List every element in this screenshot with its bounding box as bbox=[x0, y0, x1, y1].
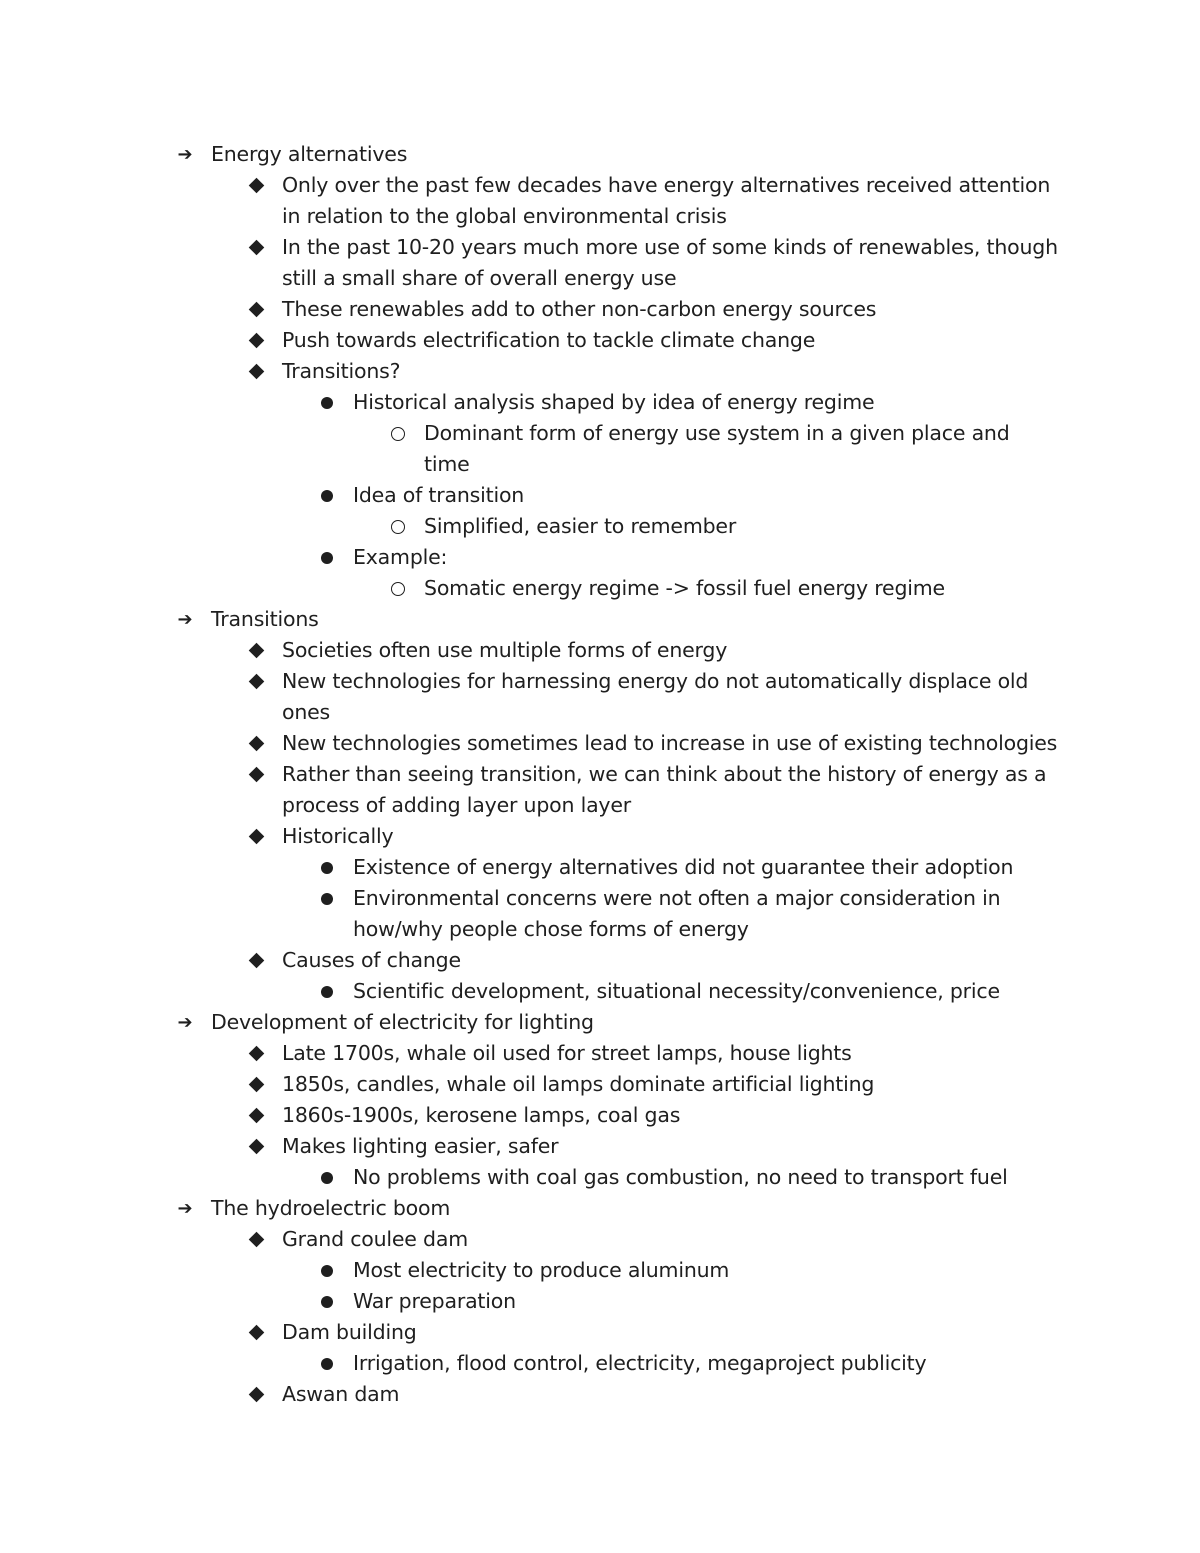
outline-item-level-3 bbox=[0, 1348, 1200, 1379]
diamond-bullet-icon bbox=[246, 635, 266, 666]
outline-item-text: The hydroelectric boom bbox=[211, 1196, 451, 1220]
diamond-bullet-icon bbox=[246, 294, 266, 325]
filled-circle-bullet-icon bbox=[317, 852, 337, 883]
outline-item-level-3 bbox=[0, 883, 1200, 945]
hollow-circle-bullet-icon bbox=[388, 418, 408, 449]
diamond-bullet-icon bbox=[246, 1100, 266, 1131]
outline-item-level-3 bbox=[0, 480, 1200, 511]
diamond-bullet-icon bbox=[246, 1224, 266, 1255]
outline-item-text: Grand coulee dam bbox=[282, 1227, 468, 1251]
outline-item-level-1 bbox=[0, 139, 1200, 170]
outline-item-text: Scientific development, situational necessity/convenience, price bbox=[353, 979, 1000, 1003]
outline-item-level-2 bbox=[0, 170, 1200, 232]
diamond-bullet-icon bbox=[246, 945, 266, 976]
outline-item-text: Aswan dam bbox=[282, 1382, 400, 1406]
filled-circle-bullet-icon bbox=[317, 542, 337, 573]
hollow-circle-bullet-icon bbox=[388, 511, 408, 542]
outline-item-text: Historical analysis shaped by idea of energy regime bbox=[353, 390, 875, 414]
outline-item-level-2 bbox=[0, 1379, 1200, 1410]
outline-item-text: Transitions? bbox=[282, 359, 401, 383]
outline-item-level-3 bbox=[0, 542, 1200, 573]
outline-item-text: Environmental concerns were not often a major consideration in how/why people chose forms of energy bbox=[353, 886, 1001, 941]
diamond-bullet-icon bbox=[246, 821, 266, 852]
outline-item-level-2 bbox=[0, 666, 1200, 728]
outline-item-level-3 bbox=[0, 1162, 1200, 1193]
outline-item-text: Most electricity to produce aluminum bbox=[353, 1258, 730, 1282]
hollow-circle-bullet-icon bbox=[388, 573, 408, 604]
outline-item-level-4 bbox=[0, 573, 1200, 604]
arrow-bullet-icon: ➔ bbox=[177, 1011, 193, 1033]
outline-item-level-3 bbox=[0, 387, 1200, 418]
outline-item-level-2 bbox=[0, 821, 1200, 852]
arrow-bullet-icon: ➔ bbox=[177, 608, 193, 630]
filled-circle-bullet-icon bbox=[317, 976, 337, 1007]
outline-item-text: Push towards electrification to tackle climate change bbox=[282, 328, 816, 352]
notes-page bbox=[0, 139, 1200, 1410]
outline-item-level-1 bbox=[0, 1193, 1200, 1224]
diamond-bullet-icon bbox=[246, 666, 266, 697]
filled-circle-bullet-icon bbox=[317, 480, 337, 511]
diamond-bullet-icon bbox=[246, 1317, 266, 1348]
outline-item-level-1 bbox=[0, 1007, 1200, 1038]
outline-item-text: Causes of change bbox=[282, 948, 461, 972]
outline-item-level-2 bbox=[0, 1131, 1200, 1162]
filled-circle-bullet-icon bbox=[317, 883, 337, 914]
outline-item-text: 1850s, candles, whale oil lamps dominate artificial lighting bbox=[282, 1072, 875, 1096]
diamond-bullet-icon bbox=[246, 356, 266, 387]
outline-item-text: Makes lighting easier, safer bbox=[282, 1134, 559, 1158]
outline-item-level-2 bbox=[0, 945, 1200, 976]
outline-item-level-4 bbox=[0, 418, 1200, 480]
outline-item-text: Rather than seeing transition, we can think about the history of energy as a process of adding layer upon layer bbox=[282, 762, 1047, 817]
outline-item-level-3 bbox=[0, 852, 1200, 883]
outline-item-level-2 bbox=[0, 1038, 1200, 1069]
outline-item-text: Societies often use multiple forms of energy bbox=[282, 638, 728, 662]
outline-item-text: Historically bbox=[282, 824, 394, 848]
outline-item-text: Dam building bbox=[282, 1320, 417, 1344]
outline-item-level-2 bbox=[0, 325, 1200, 356]
outline-item-text: New technologies sometimes lead to increase in use of existing technologies bbox=[282, 731, 1058, 755]
outline-item-text: Energy alternatives bbox=[211, 142, 408, 166]
diamond-bullet-icon bbox=[246, 759, 266, 790]
outline-item-level-2 bbox=[0, 635, 1200, 666]
outline-item-level-2 bbox=[0, 759, 1200, 821]
outline-item-text: Late 1700s, whale oil used for street lamps, house lights bbox=[282, 1041, 852, 1065]
outline-item-level-2 bbox=[0, 1224, 1200, 1255]
outline-item-text: Irrigation, flood control, electricity, megaproject publicity bbox=[353, 1351, 927, 1375]
outline-item-text: No problems with coal gas combustion, no need to transport fuel bbox=[353, 1165, 1008, 1189]
outline-item-level-3 bbox=[0, 976, 1200, 1007]
diamond-bullet-icon bbox=[246, 325, 266, 356]
outline-item-text: Simplified, easier to remember bbox=[424, 514, 737, 538]
outline-item-level-2 bbox=[0, 1069, 1200, 1100]
bulleted-outline bbox=[0, 139, 1200, 1410]
outline-item-level-2 bbox=[0, 728, 1200, 759]
diamond-bullet-icon bbox=[246, 1038, 266, 1069]
outline-item-level-2 bbox=[0, 1100, 1200, 1131]
outline-item-text: Idea of transition bbox=[353, 483, 525, 507]
outline-item-level-2 bbox=[0, 1317, 1200, 1348]
filled-circle-bullet-icon bbox=[317, 1255, 337, 1286]
outline-item-text: Example: bbox=[353, 545, 448, 569]
filled-circle-bullet-icon bbox=[317, 1162, 337, 1193]
diamond-bullet-icon bbox=[246, 1069, 266, 1100]
outline-item-text: Only over the past few decades have energy alternatives received attention in relation to the global environmental crisis bbox=[282, 173, 1051, 228]
diamond-bullet-icon bbox=[246, 1131, 266, 1162]
filled-circle-bullet-icon bbox=[317, 387, 337, 418]
outline-item-text: In the past 10-20 years much more use of some kinds of renewables, though still a small share of overall energy use bbox=[282, 235, 1058, 290]
outline-item-level-2 bbox=[0, 294, 1200, 325]
arrow-bullet-icon: ➔ bbox=[177, 1197, 193, 1219]
outline-item-text: Dominant form of energy use system in a given place and time bbox=[424, 421, 1010, 476]
outline-item-level-3 bbox=[0, 1255, 1200, 1286]
outline-item-text: These renewables add to other non-carbon energy sources bbox=[282, 297, 877, 321]
outline-item-text: Development of electricity for lighting bbox=[211, 1010, 594, 1034]
arrow-bullet-icon: ➔ bbox=[177, 143, 193, 165]
outline-item-level-3 bbox=[0, 1286, 1200, 1317]
diamond-bullet-icon bbox=[246, 232, 266, 263]
diamond-bullet-icon bbox=[246, 170, 266, 201]
outline-item-text: New technologies for harnessing energy do not automatically displace old ones bbox=[282, 669, 1029, 724]
filled-circle-bullet-icon bbox=[317, 1286, 337, 1317]
outline-item-text: War preparation bbox=[353, 1289, 516, 1313]
diamond-bullet-icon bbox=[246, 728, 266, 759]
outline-item-text: Existence of energy alternatives did not guarantee their adoption bbox=[353, 855, 1014, 879]
outline-item-level-4 bbox=[0, 511, 1200, 542]
diamond-bullet-icon bbox=[246, 1379, 266, 1410]
outline-item-text: Transitions bbox=[211, 607, 319, 631]
outline-item-text: 1860s-1900s, kerosene lamps, coal gas bbox=[282, 1103, 681, 1127]
outline-item-level-2 bbox=[0, 232, 1200, 294]
filled-circle-bullet-icon bbox=[317, 1348, 337, 1379]
outline-item-text: Somatic energy regime -> fossil fuel energy regime bbox=[424, 576, 945, 600]
outline-item-level-2 bbox=[0, 356, 1200, 387]
outline-item-level-1 bbox=[0, 604, 1200, 635]
